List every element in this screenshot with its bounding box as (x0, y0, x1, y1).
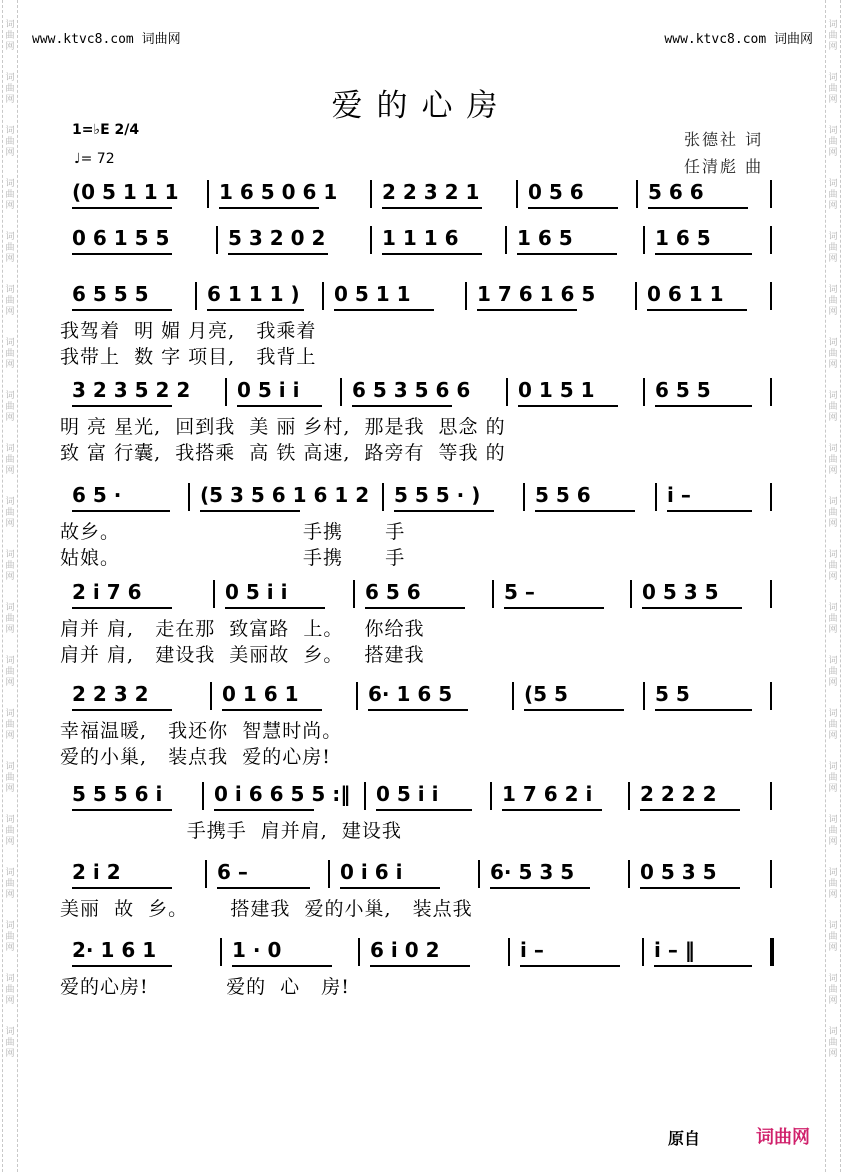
score-row (60, 378, 780, 402)
barline (492, 580, 494, 608)
barline (770, 938, 774, 966)
watermark-text: 词 曲 网 (828, 709, 838, 741)
measure-notes: 6 i 0 2 (370, 938, 440, 962)
measure-notes: 6 5 5 (655, 378, 711, 402)
measure-notes: 5 3 2 0 2 (228, 226, 326, 250)
tempo-marking: ♩= 72 (74, 151, 115, 167)
measure-notes: 6 1 1 1 ) (207, 282, 300, 306)
beam-underline (368, 709, 468, 711)
score-row (60, 483, 780, 507)
site-header-right[interactable]: www.ktvc8.com 词曲网 (664, 32, 813, 47)
measure-notes: 0 5 3 5 (642, 580, 719, 604)
watermark-text: 词 曲 网 (828, 815, 838, 847)
measure-notes: 1 1 1 6 (382, 226, 459, 250)
measure-notes: 1 7 6 1 6 5 (477, 282, 596, 306)
barline (207, 180, 209, 208)
barline (505, 226, 507, 254)
beam-underline (524, 709, 624, 711)
measure-notes: (5 5 (524, 682, 568, 706)
measure-notes: 6· 5 3 5 (490, 860, 575, 884)
beam-underline (667, 510, 752, 512)
barline (213, 580, 215, 608)
barline (364, 782, 366, 810)
lyric-line: 手携手 肩并肩, 建设我 (60, 820, 402, 842)
beam-underline (72, 965, 172, 967)
beam-underline (219, 207, 319, 209)
measure-notes: 0 6 1 5 5 (72, 226, 170, 250)
measure-notes: 5 5 5 · ) (394, 483, 481, 507)
barline (322, 282, 324, 310)
barline (210, 682, 212, 710)
measure-notes: (5 3 5 6 1 6 1 2 (200, 483, 370, 507)
barline (328, 860, 330, 888)
watermark-text: 词 曲 网 (5, 73, 15, 105)
barline (516, 180, 518, 208)
measure-notes: 0 6 1 1 (647, 282, 724, 306)
barline (216, 226, 218, 254)
beam-underline (72, 809, 172, 811)
measure-notes: 1 6 5 0 6 1 (219, 180, 338, 204)
measure-notes: 1 · 0 (232, 938, 282, 962)
song-title: 爱的心房 (331, 88, 512, 124)
measure-notes: 1 6 5 (655, 226, 711, 250)
barline (490, 782, 492, 810)
measure-notes: 5 – (504, 580, 535, 604)
barline (642, 938, 644, 966)
watermark-text: 词 曲 网 (5, 444, 15, 476)
barline (636, 180, 638, 208)
watermark-text: 词 曲 网 (828, 1027, 838, 1059)
measure-notes: 3 2 3 5 2 2 (72, 378, 191, 402)
measure-notes: 0 1 5 1 (518, 378, 595, 402)
beam-underline (237, 405, 322, 407)
barline (478, 860, 480, 888)
watermark-text: 词 曲 网 (5, 974, 15, 1006)
measure-notes: 2 i 2 (72, 860, 121, 884)
beam-underline (217, 887, 310, 889)
watermark-text: 词 曲 网 (828, 338, 838, 370)
beam-underline (72, 887, 172, 889)
beam-underline (477, 309, 577, 311)
barline (220, 938, 222, 966)
measure-notes: 6 5 · (72, 483, 122, 507)
watermark-text: 词 曲 网 (5, 232, 15, 264)
lyric-line: 明 亮 星光, 回到我 美 丽 乡村, 那是我 思念 的 (60, 416, 506, 438)
measure-notes: 0 5 i i (376, 782, 439, 806)
composer-credit: 任清彪 曲 (684, 157, 764, 176)
measure-notes: 0 i 6 i (340, 860, 403, 884)
beam-underline (72, 405, 172, 407)
score-row (60, 782, 780, 806)
barline (353, 580, 355, 608)
measure-notes: i – (667, 483, 691, 507)
measure-notes: 0 5 1 1 (334, 282, 411, 306)
barline (770, 180, 772, 208)
watermark-text: 词 曲 网 (5, 709, 15, 741)
measure-notes: 0 5 i i (225, 580, 288, 604)
barline (643, 378, 645, 406)
beam-underline (225, 607, 325, 609)
barline (358, 938, 360, 966)
watermark-text: 词 曲 网 (5, 20, 15, 52)
beam-underline (72, 207, 172, 209)
beam-underline (655, 709, 752, 711)
barline (370, 180, 372, 208)
measure-notes: 0 5 i i (237, 378, 300, 402)
watermark-text: 词 曲 网 (828, 285, 838, 317)
beam-underline (72, 607, 172, 609)
barline (635, 282, 637, 310)
barline (370, 226, 372, 254)
source-label: 原自 (668, 1129, 701, 1148)
site-header-left[interactable]: www.ktvc8.com 词曲网 (32, 32, 181, 47)
barline (770, 682, 772, 710)
beam-underline (365, 607, 465, 609)
barline (195, 282, 197, 310)
lyric-line: 美丽 故 乡。 搭建我 爱的小巢, 装点我 (60, 898, 473, 920)
beam-underline (535, 510, 635, 512)
measure-notes: 0 5 6 (528, 180, 584, 204)
key-signature: 1=♭E 2/4 (72, 122, 140, 138)
measure-notes: i – (520, 938, 544, 962)
measure-notes: 0 5 3 5 (640, 860, 717, 884)
lyric-line: 我带上 数 字 项目, 我背上 (60, 346, 317, 368)
watermark-text: 词 曲 网 (828, 868, 838, 900)
beam-underline (504, 607, 604, 609)
watermark-text: 词 曲 网 (828, 73, 838, 105)
watermark-text: 词 曲 网 (5, 126, 15, 158)
watermark-text: 词 曲 网 (828, 603, 838, 635)
beam-underline (655, 405, 752, 407)
measure-notes: 6 5 6 (365, 580, 421, 604)
watermark-text: 词 曲 网 (5, 550, 15, 582)
beam-underline (502, 809, 602, 811)
barline (628, 860, 630, 888)
barline (382, 483, 384, 511)
lyric-line: 致 富 行囊, 我搭乘 高 铁 高速, 路旁有 等我 的 (60, 442, 506, 464)
watermark-text: 词 曲 网 (5, 338, 15, 370)
lyric-line: 爱的小巢, 装点我 爱的心房! (60, 746, 331, 768)
lyricist-credit: 张德社 词 (684, 130, 764, 149)
barline (655, 483, 657, 511)
score-row (60, 580, 780, 604)
measure-notes: 5 5 5 6 i (72, 782, 163, 806)
measure-notes: 6 – (217, 860, 248, 884)
score-row (60, 938, 780, 962)
brand-logo[interactable]: 词曲网 (756, 1127, 810, 1148)
beam-underline (642, 607, 742, 609)
left-margin-watermark (2, 0, 18, 1172)
score-row (60, 226, 780, 250)
beam-underline (382, 207, 482, 209)
watermark-text: 词 曲 网 (5, 1027, 15, 1059)
measure-notes: 0 i 6 6 5 5 :‖ (214, 782, 351, 806)
watermark-text: 词 曲 网 (828, 974, 838, 1006)
beam-underline (654, 965, 752, 967)
barline (512, 682, 514, 710)
barline (628, 782, 630, 810)
beam-underline (340, 887, 440, 889)
beam-underline (207, 309, 304, 311)
barline (508, 938, 510, 966)
watermark-text: 词 曲 网 (5, 497, 15, 529)
beam-underline (228, 253, 328, 255)
barline (188, 483, 190, 511)
watermark-text: 词 曲 网 (5, 285, 15, 317)
measure-notes: (0 5 1 1 1 (72, 180, 179, 204)
watermark-text: 词 曲 网 (828, 179, 838, 211)
barline (523, 483, 525, 511)
lyric-line: 姑娘。 手携 手 (60, 547, 406, 569)
measure-notes: 1 6 5 (517, 226, 573, 250)
measure-notes: 2 i 7 6 (72, 580, 142, 604)
beam-underline (648, 207, 748, 209)
lyric-line: 肩并 肩, 建设我 美丽故 乡。 搭建我 (60, 644, 425, 666)
barline (770, 580, 772, 608)
beam-underline (370, 965, 470, 967)
barline (770, 226, 772, 254)
beam-underline (640, 887, 740, 889)
watermark-text: 词 曲 网 (828, 921, 838, 953)
watermark-text: 词 曲 网 (5, 868, 15, 900)
barline (770, 483, 772, 511)
barline (630, 580, 632, 608)
beam-underline (382, 253, 482, 255)
barline (643, 226, 645, 254)
measure-notes: 2 2 3 2 1 (382, 180, 480, 204)
score-row (60, 682, 780, 706)
barline (356, 682, 358, 710)
watermark-text: 词 曲 网 (828, 550, 838, 582)
barline (340, 378, 342, 406)
measure-notes: 5 5 (655, 682, 690, 706)
beam-underline (640, 809, 740, 811)
barline (465, 282, 467, 310)
barline (770, 378, 772, 406)
beam-underline (72, 309, 172, 311)
measure-notes: 5 6 6 (648, 180, 704, 204)
barline (202, 782, 204, 810)
watermark-text: 词 曲 网 (5, 815, 15, 847)
measure-notes: 2 2 3 2 (72, 682, 149, 706)
watermark-text: 词 曲 网 (5, 391, 15, 423)
lyric-line: 肩并 肩, 走在那 致富路 上。 你给我 (60, 618, 425, 640)
watermark-text: 词 曲 网 (5, 179, 15, 211)
watermark-text: 词 曲 网 (828, 444, 838, 476)
watermark-text: 词 曲 网 (828, 656, 838, 688)
beam-underline (232, 965, 332, 967)
beam-underline (200, 510, 300, 512)
barline (770, 282, 772, 310)
beam-underline (520, 965, 620, 967)
lyric-line: 故乡。 手携 手 (60, 521, 406, 543)
watermark-text: 词 曲 网 (5, 921, 15, 953)
measure-notes: 2 2 2 2 (640, 782, 717, 806)
watermark-text: 词 曲 网 (5, 603, 15, 635)
score-row (60, 180, 780, 204)
measure-notes: 0 1 6 1 (222, 682, 299, 706)
beam-underline (72, 510, 170, 512)
beam-underline (214, 809, 314, 811)
watermark-text: 词 曲 网 (5, 656, 15, 688)
beam-underline (528, 207, 618, 209)
beam-underline (222, 709, 322, 711)
measure-notes: 5 5 6 (535, 483, 591, 507)
beam-underline (517, 253, 617, 255)
right-margin-watermark (825, 0, 841, 1172)
watermark-text: 词 曲 网 (828, 126, 838, 158)
beam-underline (518, 405, 618, 407)
score-row (60, 860, 780, 884)
watermark-text: 词 曲 网 (828, 20, 838, 52)
measure-notes: 2· 1 6 1 (72, 938, 157, 962)
measure-notes: 1 7 6 2 i (502, 782, 593, 806)
lyric-line: 幸福温暖, 我还你 智慧时尚。 (60, 720, 343, 742)
measure-notes: i – ‖ (654, 938, 695, 962)
measure-notes: 6· 1 6 5 (368, 682, 453, 706)
beam-underline (647, 309, 747, 311)
lyric-line: 我驾着 明 媚 月亮, 我乘着 (60, 320, 317, 342)
barline (770, 782, 772, 810)
lyric-line: 爱的心房! 爱的 心 房! (60, 976, 350, 998)
beam-underline (655, 253, 752, 255)
watermark-text: 词 曲 网 (828, 497, 838, 529)
measure-notes: 6 5 3 5 6 6 (352, 378, 471, 402)
beam-underline (394, 510, 494, 512)
beam-underline (490, 887, 590, 889)
watermark-text: 词 曲 网 (5, 762, 15, 794)
barline (770, 860, 772, 888)
measure-notes: 6 5 5 5 (72, 282, 149, 306)
beam-underline (72, 709, 172, 711)
watermark-text: 词 曲 网 (828, 391, 838, 423)
barline (205, 860, 207, 888)
barline (643, 682, 645, 710)
beam-underline (334, 309, 434, 311)
beam-underline (72, 253, 172, 255)
beam-underline (376, 809, 472, 811)
score-row (60, 282, 780, 306)
beam-underline (352, 405, 452, 407)
watermark-text: 词 曲 网 (828, 762, 838, 794)
barline (225, 378, 227, 406)
barline (506, 378, 508, 406)
watermark-text: 词 曲 网 (828, 232, 838, 264)
